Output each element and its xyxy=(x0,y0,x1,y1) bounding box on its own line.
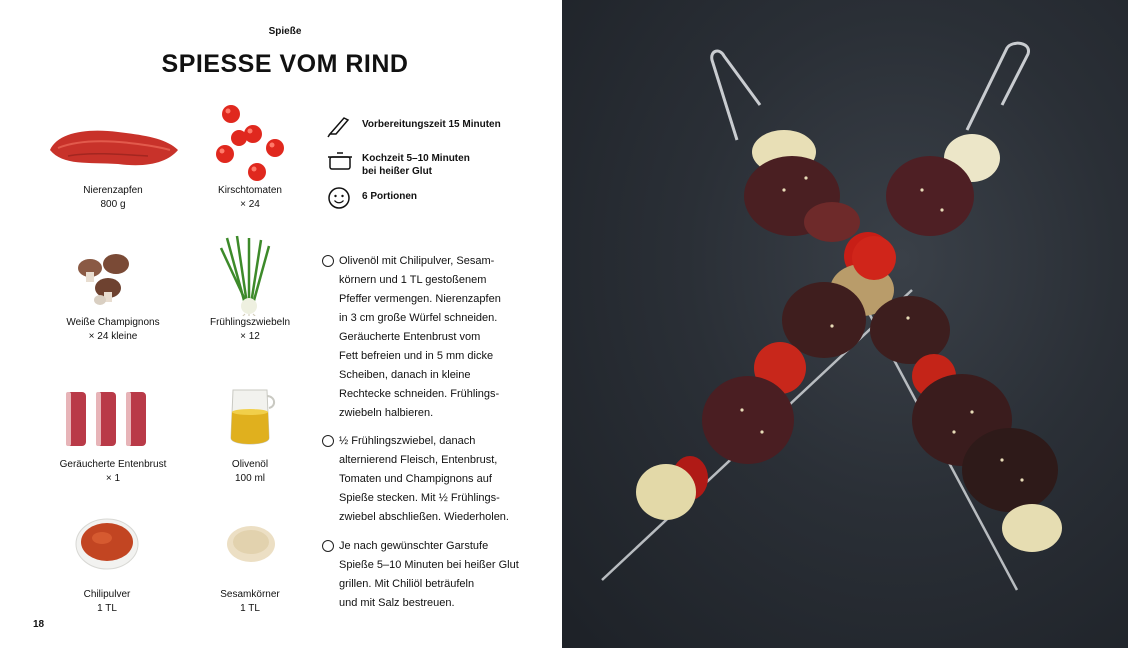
ingredient-qty: 1 TL xyxy=(240,603,260,614)
beef-cut-icon xyxy=(38,102,188,184)
step-text: Olivenöl mit Chilipulver, Sesam- körnern und 1 TL gestoßenem Pfeffer vermengen. Nierenzapfen in 3 cm große Würfel schneiden. Geräucherte Entenbrust vom Fett befreien und in 5 mm dicke Scheiben, danach in kleine Rechtecke schneiden. Frühlings- zwiebeln halbieren. xyxy=(339,255,501,419)
ingredient-qty: × 24 xyxy=(240,199,260,210)
chili-powder-icon xyxy=(32,506,182,588)
recipe-page xyxy=(0,0,562,648)
ingredient-name: Geräucherte Entenbrust xyxy=(59,459,167,470)
info-text: Vorbereitungszeit 15 Minuten xyxy=(362,119,501,130)
sesame-seeds-icon xyxy=(175,506,325,588)
pot-icon xyxy=(326,148,354,172)
step-text: Je nach gewünschter Garstufe Spieße 5–10 Minuten bei heißer Glut grillen. Mit Chiliöl beträufeln und mit Salz bestreuen. xyxy=(339,540,519,609)
section-label: Spieße xyxy=(268,26,302,37)
ingredient-qty: 1 TL xyxy=(97,603,117,614)
ingredient-name: Weiße Champignons xyxy=(66,317,160,328)
step-item xyxy=(322,252,542,423)
ingredient-qty: 800 g xyxy=(100,199,126,210)
skewers-photo xyxy=(562,0,1128,648)
ingredient-name: Olivenöl xyxy=(231,459,269,470)
ingredient-item xyxy=(38,102,188,212)
spring-onions-icon xyxy=(175,234,325,316)
ingredient-name: Frühlingszwiebeln xyxy=(209,317,291,328)
step-bullet-icon xyxy=(322,255,334,267)
duck-breast-icon xyxy=(38,376,188,458)
step-text: ½ Frühlingszwiebel, danach alternierend Fleisch, Entenbrust, Tomaten und Champignons auf Spieße stecken. Mit ½ Frühlings- zwiebel abschließen. Wiederholen. xyxy=(339,435,509,523)
page-number: 18 xyxy=(33,619,45,630)
step-item xyxy=(322,432,542,527)
step-bullet-icon xyxy=(322,540,334,552)
cherry-tomatoes-icon xyxy=(175,102,325,184)
info-text: Kochzeit 5–10 Minuten bei heißer Glut xyxy=(362,153,470,177)
ingredient-item xyxy=(175,102,325,212)
ingredient-item xyxy=(175,234,325,344)
ingredient-name: Kirschtomaten xyxy=(218,185,282,196)
ingredient-item xyxy=(175,376,325,486)
ingredient-name: Sesamkörner xyxy=(220,589,280,600)
knife-icon xyxy=(326,114,354,138)
olive-oil-icon xyxy=(175,376,325,458)
ingredient-name: Chilipulver xyxy=(83,589,131,600)
mushrooms-icon xyxy=(38,234,188,316)
info-text: 6 Portionen xyxy=(362,191,418,202)
ingredient-item xyxy=(38,376,188,486)
ingredient-item xyxy=(38,234,188,344)
ingredient-qty: × 1 xyxy=(105,473,121,484)
step-item xyxy=(322,537,542,613)
ingredient-qty: × 12 xyxy=(240,331,260,342)
info-prep-time xyxy=(326,114,501,138)
smiley-icon xyxy=(326,186,354,210)
ingredient-item xyxy=(32,506,182,616)
ingredient-qty: × 24 kleine xyxy=(88,331,138,342)
ingredient-name: Nierenzapfen xyxy=(83,185,143,196)
ingredient-item xyxy=(175,506,325,616)
info-cook-time xyxy=(326,148,470,178)
step-bullet-icon xyxy=(322,435,334,447)
ingredient-qty: 100 ml xyxy=(234,473,265,484)
recipe-title: SPIESSE VOM RIND xyxy=(161,50,409,78)
info-servings xyxy=(326,186,417,210)
